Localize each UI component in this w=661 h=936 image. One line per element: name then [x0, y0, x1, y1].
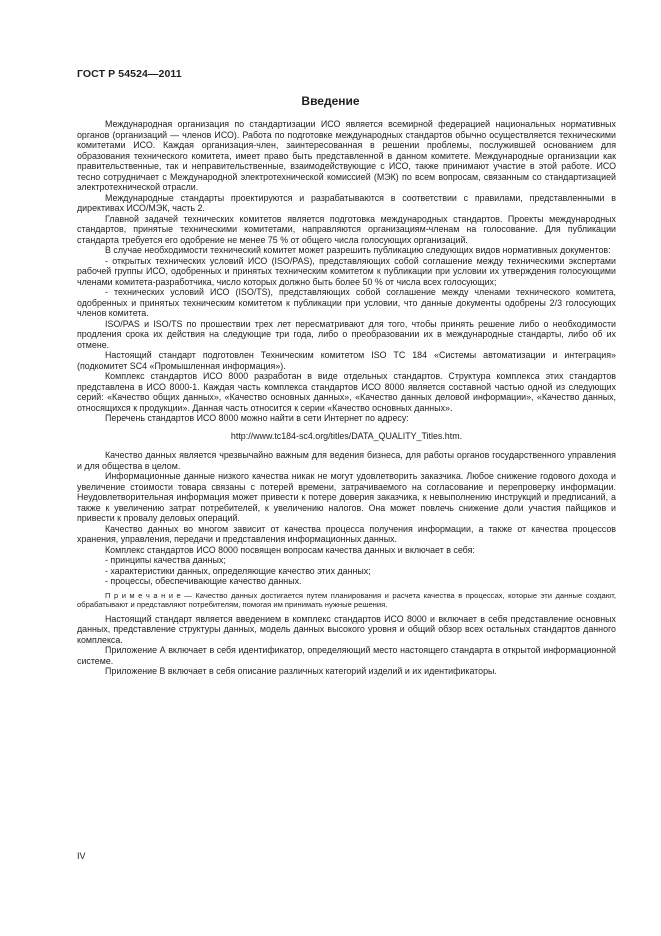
page-number: IV: [77, 851, 86, 861]
list-item: - процессы, обеспечивающие качество данных.: [105, 576, 302, 586]
note: П р и м е ч а н и е — Качество данных достигается путем планирования и расчета качества в процессах, которые эти данные создают, обрабатывают и представляют потребителям, помогая им принимать нужные решения.: [77, 590, 616, 610]
paragraph: В случае необходимости технический комитет может разрешить публикацию следующих видов нормативных документов:: [105, 245, 611, 255]
paragraph: Главной задачей технических комитетов является подготовка международных стандартов. Проекты международных стандартов, принятые техническими комитетами, направляются организациям-членам на голосование. Для публикации стандарта требуется его одобрение не менее 75 % от общего числа голосующих организаций.: [77, 213, 616, 245]
paragraph: Комплекс стандартов ИСО 8000 разработан в виде отдельных стандартов. Структура комплекса этих стандартов представлена в ИСО 8000-1. Каждая часть комплекса стандартов ИСО 8000 является составной частью одной из следующих серий: «Качество общих данных», «Качество основных данных», «Качество данных деловой информации», «Качество данных, относящихся к продукции». Данная часть относится к серии «Качество основных данных».: [77, 371, 616, 413]
paragraph: Приложение В включает в себя описание различных категорий изделий и их идентификаторы.: [105, 666, 497, 677]
paragraph: Качество данных является чрезвычайно важным для ведения бизнеса, для работы органов государственного управления и для общества в целом.: [77, 450, 616, 471]
paragraph: Качество данных во многом зависит от качества процесса получения информации, а также от качества процессов хранения, управления, передачи и представления информационных данных.: [77, 523, 616, 544]
list-item: - характеристики данных, определяющие качество этих данных;: [105, 565, 371, 576]
paragraph: Международная организация по стандартизации ИСО является всемирной федерацией национальных нормативных органов (организаций — членов ИСО). Работа по подготовке международных стандартов обычно осуществляется техническими комитетами ИСО. Каждая организация-член, заинтересованная в решении проблемы, послужившей основанием для образования технического комитета, имеет право быть представленной в данном комитете. Международные организации как правительственные, так и неправительственные, взаимодействующие с ИСО, также принимают участие в этой работе. ИСО тесно сотрудничает с Международной электротехнической комиссией (МЭК) по всем вопросам, связанным со стандартизацией электротехнической отрасли.: [77, 119, 616, 192]
paragraph: Приложение А включает в себя идентификатор, определяющий место настоящего стандарта в открытой информационной системе.: [77, 645, 616, 666]
paragraph: ISO/PAS и ISO/TS по прошествии трех лет пересматривают для того, чтобы принять решение либо о необходимости продления срока их действия на следующие три года, либо о преобразовании их в международные стандарты, либо об их отмене.: [77, 318, 616, 350]
paragraph: Международные стандарты проектируются и разрабатываются в соответствии с правилами, представленными в директивах ИСО/МЭК, часть 2.: [77, 192, 616, 213]
paragraph: Информационные данные низкого качества никак не могут удовлетворить заказчика. Любое снижение годового дохода и увеличение стоимости товара связаны с потерей времени, затрачиваемого на согласование и перепроверку информации. Неудовлетворительная информация может привести к потере доверия заказчика, к невыполнению инструкций и предписаний, а также к увеличению затрат потребителей, к увеличению налогов. Она может повлечь снижение доли участия пайщиков и привести к провалу деловых операций.: [77, 471, 616, 523]
body-text: [77, 119, 616, 677]
paragraph: Настоящий стандарт подготовлен Техническим комитетом ISO TC 184 «Системы автоматизации и интеграция» (подкомитет SC4 «Промышленная информация»).: [77, 350, 616, 371]
paragraph: Настоящий стандарт является введением в комплекс стандартов ИСО 8000 и включает в себя представление основных данных, представление структуры данных, модель данных высокого уровня и общий обзор всех остальных стандартов данного комплекса.: [77, 613, 616, 645]
paragraph: Перечень стандартов ИСО 8000 можно найти в сети Интернет по адресу:: [105, 413, 409, 423]
paragraph: Комплекс стандартов ИСО 8000 посвящен вопросам качества данных и включает в себя:: [105, 544, 475, 555]
list-item: - открытых технических условий ИСО (ISO/PAS), представляющих собой соглашение между техническими экспертами рабочей группы ИСО, одобренных и принятых техническим комитетом к публикации при условии их утверждения голосующими членами комитета-разработчика, число которых должно быть более 50 % от числа всех голосующих;: [77, 255, 616, 287]
list-item: - принципы качества данных;: [105, 555, 226, 565]
document-code: ГОСТ Р 54524—2011: [77, 68, 182, 80]
section-title: Введение: [301, 94, 360, 108]
url-link: http://www.tc184-sc4.org/titles/DATA_QUALITY_Titles.htm.: [230, 430, 463, 441]
list-item: - технических условий ИСО (ISO/TS), представляющих собой соглашение между членами технического комитета, одобренных и принятых техническим комитетом к публикации при условии, что данные документы одобрены 2/3 голосующих членов комитета.: [77, 287, 616, 318]
